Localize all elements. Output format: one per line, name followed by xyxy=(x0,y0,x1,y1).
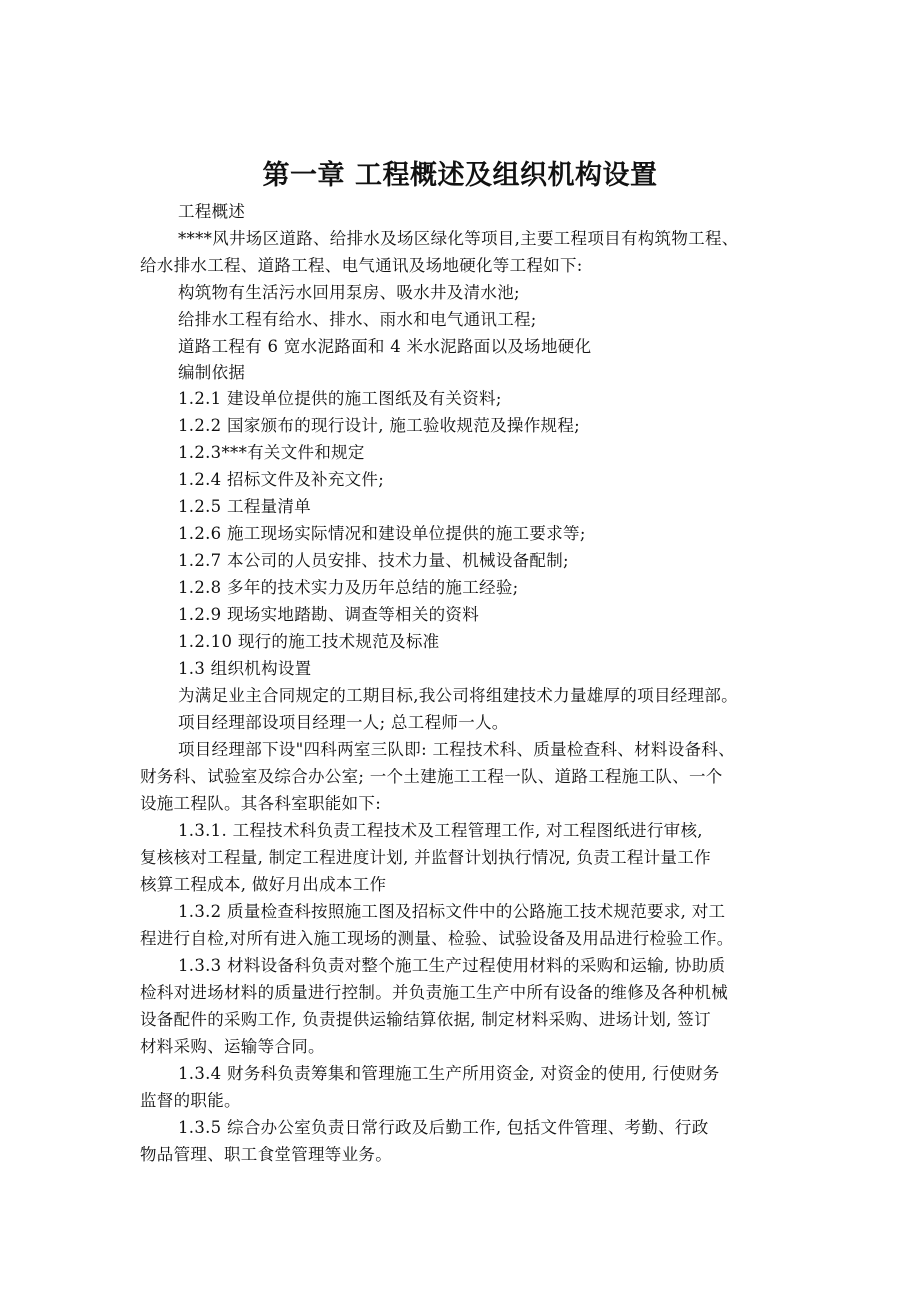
section-heading-basis: 编制依据 xyxy=(178,363,246,382)
list-item: 1.2.7 本公司的人员安排、技术力量、机械设备配制; xyxy=(178,551,569,570)
list-item: 1.2.3***有关文件和规定 xyxy=(178,443,365,462)
list-item: 1.2.6 施工现场实际情况和建设单位提供的施工要求等; xyxy=(178,524,586,543)
paragraph-line: 项目经理部设项目经理一人; 总工程师一人。 xyxy=(178,713,509,732)
paragraph-line: 1.3.2 质量检查科按照施工图及招标文件中的公路施工技术规范要求, 对工 xyxy=(178,902,726,921)
list-item: 1.2.8 多年的技术实力及历年总结的施工经验; xyxy=(178,578,519,597)
paragraph-line: 材料采购、运输等合同。 xyxy=(140,1037,325,1056)
paragraph-line: 给水排水工程、道路工程、电气通讯及场地硬化等工程如下: xyxy=(140,256,583,275)
paragraph-line: ****风井场区道路、给排水及场区绿化等项目,主要工程项目有构筑物工程、 xyxy=(178,229,739,248)
paragraph-line: 构筑物有生活污水回用泵房、吸水井及清水池; xyxy=(178,283,520,302)
list-item: 1.2.5 工程量清单 xyxy=(178,497,312,516)
paragraph-line: 1.3.5 综合办公室负责日常行政及后勤工作, 包括文件管理、考勤、行政 xyxy=(178,1118,709,1137)
paragraph-line: 核算工程成本, 做好月出成本工作 xyxy=(140,875,387,894)
paragraph-line: 设备配件的采购工作, 负责提供运输结算依据, 制定材料采购、进场计划, 签订 xyxy=(140,1010,711,1029)
paragraph-line: 监督的职能。 xyxy=(140,1091,241,1110)
section-heading-overview: 工程概述 xyxy=(178,202,246,221)
list-item: 1.2.9 现场实地踏勘、调查等相关的资料 xyxy=(178,605,480,624)
paragraph-line: 财务科、试验室及综合办公室; 一个土建施工工程一队、道路工程施工队、一个 xyxy=(140,767,723,786)
list-item: 1.2.1 建设单位提供的施工图纸及有关资料; xyxy=(178,389,502,408)
paragraph-line: 检科对进场材料的质量进行控制。并负责施工生产中所有设备的维修及各种机械 xyxy=(140,983,728,1002)
paragraph-line: 程进行自检,对所有进入施工现场的测量、检验、试验设备及用品进行检验工作。 xyxy=(140,929,734,948)
paragraph-line: 设施工程队。其各科室职能如下: xyxy=(140,794,382,813)
paragraph-line: 给排水工程有给水、排水、雨水和电气通讯工程; xyxy=(178,310,537,329)
list-item: 1.2.4 招标文件及补充文件; xyxy=(178,470,385,489)
paragraph-line: 1.3.3 材料设备科负责对整个施工生产过程使用材料的采购和运输, 协助质 xyxy=(178,956,726,975)
paragraph-line: 为满足业主合同规定的工期目标,我公司将组建技术力量雄厚的项目经理部。 xyxy=(178,686,738,705)
list-item: 1.2.10 现行的施工技术规范及标准 xyxy=(178,632,440,651)
paragraph-line: 道路工程有 6 宽水泥路面和 4 米水泥路面以及场地硬化 xyxy=(178,337,592,356)
chapter-title: 第一章 工程概述及组织机构设置 xyxy=(262,160,658,191)
section-heading-organization: 1.3 组织机构设置 xyxy=(178,659,312,678)
paragraph-line: 1.3.4 财务科负责筹集和管理施工生产所用资金, 对资金的使用, 行使财务 xyxy=(178,1064,720,1083)
paragraph-line: 物品管理、职工食堂管理等业务。 xyxy=(140,1145,392,1164)
paragraph-line: 复核核对工程量, 制定工程进度计划, 并监督计划执行情况, 负责工程计量工作 xyxy=(140,848,711,867)
list-item: 1.2.2 国家颁布的现行设计, 施工验收规范及操作规程; xyxy=(178,416,580,435)
paragraph-line: 项目经理部下设"四科两室三队即: 工程技术科、质量检查科、材料设备科、 xyxy=(178,740,735,759)
paragraph-line: 1.3.1. 工程技术科负责工程技术及工程管理工作, 对工程图纸进行审核, xyxy=(178,821,703,840)
